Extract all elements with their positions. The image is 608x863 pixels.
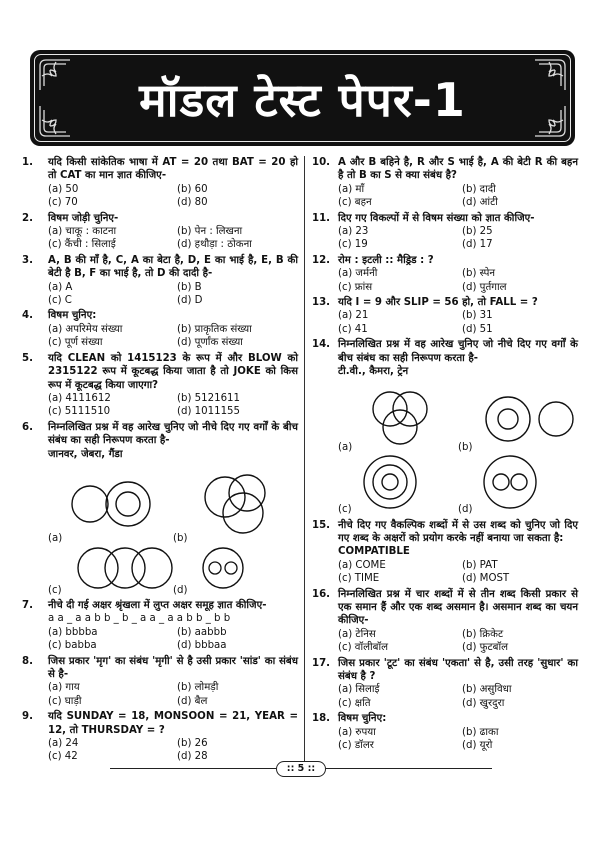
- options: [338, 309, 578, 336]
- options: [48, 323, 298, 350]
- option-c[interactable]: (c) 42: [48, 751, 78, 763]
- option-a[interactable]: (a) 21: [338, 310, 369, 322]
- question-number: 1.: [22, 157, 33, 168]
- question-text: यदि किसी सांकेतिक भाषा में AT = 20 तथा BAT = 20 हो तो CAT का मान ज्ञात कीजिए-: [48, 157, 298, 182]
- option-a[interactable]: (a): [338, 442, 353, 454]
- venn-row: [338, 455, 578, 517]
- question-14: [312, 338, 578, 516]
- page-title: मॉडल टेस्ट पेपर-1: [139, 73, 466, 127]
- venn-diagram-icon: [70, 469, 170, 539]
- question-subtext: जानवर, जेबरा, गैंडा: [48, 448, 123, 460]
- option-b[interactable]: (b) aabbb: [177, 626, 227, 638]
- question-text: निम्नलिखित प्रश्न में वह आरेख चुनिए जो नीचे दिए गए वर्गों के बीच संबंध का सही निरूपण करता है-: [338, 339, 578, 364]
- options: [48, 737, 298, 764]
- question-number: 14.: [312, 339, 331, 351]
- right-column: [312, 156, 578, 754]
- option-d[interactable]: (d) MOST: [462, 573, 510, 585]
- question-9: [22, 710, 298, 764]
- option-a[interactable]: (a) रुपया: [338, 726, 376, 738]
- question-number: 16.: [312, 588, 331, 600]
- options: [48, 681, 298, 708]
- option-b[interactable]: (b) 60: [177, 183, 208, 195]
- option-d[interactable]: (d) आंटी: [462, 197, 498, 209]
- question-number: 11.: [312, 212, 331, 224]
- option-d[interactable]: (d) खुरदुरा: [462, 697, 505, 709]
- option-c[interactable]: (c): [338, 504, 352, 516]
- option-a[interactable]: (a) अपरिमेय संख्या: [48, 323, 123, 335]
- venn-option-a[interactable]: [48, 461, 173, 545]
- option-b[interactable]: (b) 26: [177, 738, 208, 749]
- question-11: [312, 212, 578, 252]
- options: [338, 726, 578, 753]
- question-subtext: टी.वी., कैमरा, ट्रेन: [338, 366, 409, 378]
- question-16: [312, 588, 578, 655]
- venn-row: [338, 379, 578, 455]
- option-a[interactable]: (a) सिलाई: [338, 684, 380, 696]
- option-d[interactable]: (d): [458, 504, 473, 516]
- option-b[interactable]: (b) प्राकृतिक संख्या: [177, 323, 252, 335]
- venn-diagram-icon: [360, 453, 420, 511]
- option-a[interactable]: (a) माँ: [338, 183, 365, 195]
- venn-diagram-icon: [195, 467, 285, 539]
- option-b[interactable]: (b) पेन : लिखना: [177, 226, 243, 238]
- question-number: 15.: [312, 519, 331, 531]
- option-d[interactable]: (d) bbbaa: [177, 640, 227, 652]
- option-b[interactable]: (b): [173, 532, 188, 544]
- option-b[interactable]: (b) लोमड़ी: [177, 682, 219, 694]
- option-c[interactable]: (c) 19: [338, 239, 368, 251]
- question-number: 6.: [22, 421, 33, 433]
- options: [338, 628, 578, 655]
- question-number: 9.: [22, 711, 33, 723]
- option-b[interactable]: (b) 5121611: [177, 392, 241, 404]
- option-d[interactable]: (d) 51: [462, 323, 493, 335]
- question-text: विषम चुनिए:: [338, 713, 387, 725]
- option-a[interactable]: (a) 50: [48, 183, 79, 195]
- option-a[interactable]: (a) टेनिस: [338, 628, 376, 640]
- column-divider: [304, 156, 305, 768]
- option-d[interactable]: (d) यूरो: [462, 740, 493, 751]
- venn-diagram-icon: [195, 545, 255, 591]
- venn-diagram-icon: [360, 383, 440, 449]
- question-text: A और B बहिने है, R और S भाई है, A की बेटी R की बहन है तो B का S से क्या संबंध है?: [338, 157, 578, 182]
- question-number: 13.: [312, 297, 331, 309]
- question-1: [22, 156, 298, 210]
- options: [48, 183, 298, 210]
- option-c[interactable]: (c) डॉलर: [338, 740, 374, 751]
- question-number: 8.: [22, 655, 33, 667]
- question-text: यदि I = 9 और SLIP = 56 हो, तो FALL = ?: [338, 297, 538, 309]
- option-c[interactable]: (c) पूर्ण संख्या: [48, 337, 103, 349]
- question-12: [312, 254, 578, 294]
- option-b[interactable]: (b) ढाका: [462, 726, 499, 738]
- question-number: 12.: [312, 254, 331, 266]
- question-text: दिए गए विकल्पों में से विषम संख्या को ज्ञात कीजिए-: [338, 212, 535, 224]
- option-c[interactable]: (c) बहन: [338, 197, 372, 209]
- option-c[interactable]: (c) TIME: [338, 573, 380, 585]
- option-b[interactable]: (b) दादी: [462, 183, 496, 195]
- options: [48, 225, 298, 252]
- question-number: 5.: [22, 352, 33, 364]
- option-d[interactable]: (d) 28: [177, 751, 208, 763]
- question-17: [312, 657, 578, 711]
- option-b[interactable]: (b): [458, 442, 473, 454]
- question-3: [22, 254, 298, 308]
- venn-option-c[interactable]: [338, 455, 458, 517]
- question-subtext: a a _ a a b b _ b _ a a _ a a b b _ b b: [48, 613, 231, 625]
- question-text: यदि CLEAN को 1415123 के रूप में और BLOW को 2315122 रूप में कूटबद्ध किया जाता है तो JOKE को किस रूप में कूटबद्ध किया जाएगा?: [48, 352, 298, 391]
- venn-diagram-icon: [480, 453, 540, 511]
- option-d[interactable]: (d): [173, 584, 188, 596]
- question-text: जिस प्रकार 'टूट' का संबंध 'एकता' से है, उसी तरह 'सुधार' का संबंध है ?: [338, 657, 578, 682]
- options: [338, 183, 578, 210]
- option-b[interactable]: (b) असुविधा: [462, 684, 512, 696]
- venn-option-a[interactable]: [338, 379, 458, 455]
- question-number: 4.: [22, 310, 33, 322]
- option-d[interactable]: (d) 1011155: [177, 406, 241, 418]
- question-number: 10.: [312, 157, 331, 168]
- option-c[interactable]: (c) 41: [338, 323, 368, 335]
- question-text: निम्नलिखित प्रश्न में चार शब्दों में से तीन शब्द किसी प्रकार से एक समान हैं और एक शब्द असमान है। असमान शब्द का चयन कीजिए-: [338, 588, 578, 627]
- option-d[interactable]: (d) फुटबॉल: [462, 642, 509, 654]
- option-d[interactable]: (d) बैल: [177, 695, 208, 707]
- venn-option-b[interactable]: [458, 379, 578, 455]
- question-5: [22, 352, 298, 419]
- title-banner: [30, 50, 575, 146]
- question-text: नीचे दिए गए वैकल्पिक शब्दों में से उस शब्द को चुनिए जो दिए गए शब्द के अक्षरों को प्रयोग करके नहीं बनाया जा सकता है:: [338, 519, 578, 544]
- question-2: [22, 212, 298, 252]
- question-4: [22, 309, 298, 349]
- option-d[interactable]: (d) हथौड़ा : ठोकना: [177, 239, 252, 251]
- option-a[interactable]: (a) जर्मनी: [338, 268, 378, 280]
- question-text: निम्नलिखित प्रश्न में वह आरेख चुनिए जो नीचे दिए गए वर्गों के बीच संबंध का सही निरूपण करता है-: [48, 421, 298, 447]
- venn-diagram-icon: [70, 545, 180, 591]
- question-13: [312, 296, 578, 336]
- option-d[interactable]: (d) 80: [177, 197, 208, 209]
- option-c[interactable]: (c) C: [48, 295, 72, 307]
- option-b[interactable]: (b) PAT: [462, 559, 498, 571]
- option-b[interactable]: (b) 25: [462, 226, 493, 238]
- options: [338, 559, 578, 586]
- option-a[interactable]: (a) 23: [338, 226, 369, 238]
- option-a[interactable]: (a) गाय: [48, 682, 80, 694]
- question-number: 2.: [22, 212, 33, 224]
- option-c[interactable]: (c) कैंची : सिलाई: [48, 239, 116, 251]
- venn-option-d[interactable]: [173, 545, 298, 597]
- question-10: [312, 156, 578, 210]
- option-d[interactable]: (d) 17: [462, 239, 493, 251]
- question-number: 7.: [22, 599, 33, 611]
- option-a[interactable]: (a) 24: [48, 738, 79, 749]
- option-a[interactable]: (a) 4111612: [48, 392, 111, 404]
- venn-option-c[interactable]: [48, 545, 173, 597]
- options: [338, 225, 578, 252]
- option-d[interactable]: (d) D: [177, 295, 203, 307]
- option-d[interactable]: (d) पुर्तगाल: [462, 281, 507, 293]
- option-a[interactable]: (a) bbbba: [48, 626, 98, 638]
- question-15: [312, 519, 578, 586]
- question-7: [22, 599, 298, 653]
- option-c[interactable]: (c) 5111510: [48, 406, 111, 418]
- option-b[interactable]: (b) 31: [462, 310, 493, 322]
- question-text: विषम चुनिए:: [48, 310, 97, 322]
- question-text: नीचे दी गई अक्षर श्रृंखला में लुप्त अक्षर समूह ज्ञात कीजिए-: [48, 599, 267, 611]
- options: [338, 267, 578, 294]
- option-a[interactable]: (a) COME: [338, 559, 386, 571]
- option-c[interactable]: (c) क्षति: [338, 697, 371, 709]
- venn-row: [48, 545, 298, 597]
- question-6: [22, 421, 298, 597]
- question-subtext: COMPATIBLE: [338, 546, 410, 558]
- question-18: [312, 712, 578, 752]
- option-c[interactable]: (c) फ्रांस: [338, 281, 373, 293]
- option-d[interactable]: (d) पूर्णांक संख्या: [177, 337, 243, 349]
- question-text: यदि SUNDAY = 18, MONSOON = 21, YEAR = 12, तो THURSDAY = ?: [48, 711, 298, 736]
- option-b[interactable]: (b) B: [177, 281, 202, 293]
- option-a[interactable]: (a) चाकू : काटना: [48, 226, 117, 238]
- question-number: 18.: [312, 713, 331, 725]
- option-b[interactable]: (b) क्रिकेट: [462, 628, 504, 640]
- venn-option-b[interactable]: [173, 461, 298, 545]
- venn-option-d[interactable]: [458, 455, 578, 517]
- footer-line-right: [326, 768, 492, 769]
- options: [48, 281, 298, 308]
- options: [48, 392, 298, 419]
- options: [48, 626, 298, 653]
- option-c[interactable]: (c) 70: [48, 197, 78, 209]
- venn-diagram-icon: [480, 389, 580, 449]
- venn-row: [48, 461, 298, 545]
- question-text: जिस प्रकार 'मृग' का संबंध 'मृगी' से है उसी प्रकार 'सांड' का संबंध से है-: [48, 655, 298, 680]
- options: [338, 683, 578, 710]
- question-number: 3.: [22, 254, 33, 266]
- question-text: रोम : इटली :: मैड्रिड : ?: [338, 254, 434, 266]
- question-number: 17.: [312, 657, 331, 669]
- option-a[interactable]: (a): [48, 532, 63, 544]
- option-c[interactable]: (c) वॉलीबॉल: [338, 642, 388, 654]
- left-column: [22, 156, 298, 766]
- option-c[interactable]: (c) babba: [48, 640, 97, 652]
- option-c[interactable]: (c): [48, 584, 62, 596]
- option-a[interactable]: (a) A: [48, 281, 73, 293]
- page-number: :: 5 ::: [276, 761, 326, 777]
- question-text: विषम जोड़ी चुनिए-: [48, 212, 119, 224]
- footer-line-left: [110, 768, 276, 769]
- question-8: [22, 655, 298, 709]
- option-c[interactable]: (c) घाड़ी: [48, 695, 82, 707]
- question-text: A, B की माँ है, C, A का बेटा है, D, E का भाई है, E, B की बेटी है B, F का भाई है, तो D की दादी है-: [48, 254, 298, 280]
- option-b[interactable]: (b) स्पेन: [462, 268, 496, 280]
